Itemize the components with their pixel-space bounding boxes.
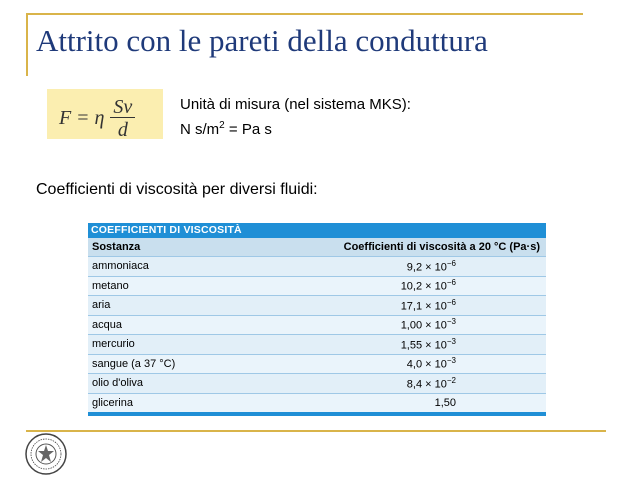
top-decorative-rule xyxy=(26,13,583,15)
coefficient-exponent: −3 xyxy=(446,356,456,366)
cell-substance: aria xyxy=(92,299,111,312)
cell-coefficient xyxy=(401,317,456,332)
coefficient-mantissa: 10,2 × 10 xyxy=(400,281,447,294)
coefficient-mantissa: 8,4 × 10 xyxy=(406,378,447,391)
cell-substance: mercurio xyxy=(92,338,135,351)
coefficient-mantissa: 1,55 × 10 xyxy=(400,339,447,352)
cell-coefficient xyxy=(401,337,456,352)
table-row xyxy=(88,295,546,315)
coefficient-exponent: −6 xyxy=(446,278,456,288)
coefficient-exponent: −6 xyxy=(446,297,456,307)
university-seal-icon xyxy=(20,432,72,476)
formula-equals: = xyxy=(77,107,89,129)
coefficient-mantissa: 9,2 × 10 xyxy=(406,261,447,274)
slide-title: Attrito con le pareti della conduttura xyxy=(36,23,488,58)
cell-coefficient xyxy=(407,376,456,391)
formula-denominator: d xyxy=(117,119,128,141)
formula-box xyxy=(47,89,163,139)
header-coefficient: Coefficienti di viscosità a 20 °C (Pa·s) xyxy=(343,241,540,253)
cell-coefficient xyxy=(401,278,456,293)
units-value xyxy=(180,120,272,138)
cell-substance: olio d'oliva xyxy=(92,377,144,390)
units-value-prefix: N s/m xyxy=(180,121,220,138)
table-row xyxy=(88,354,546,374)
cell-substance: acqua xyxy=(92,318,122,331)
coefficient-exponent: −6 xyxy=(446,258,456,268)
left-decorative-rule xyxy=(26,13,28,76)
units-value-exponent: 2 xyxy=(219,120,225,131)
units-value-suffix: = Pa s xyxy=(224,121,272,138)
table-row xyxy=(88,334,546,354)
viscosity-table xyxy=(88,223,546,416)
table-row xyxy=(88,276,546,296)
table-bottom-border xyxy=(88,412,546,416)
cell-coefficient xyxy=(407,356,456,371)
table-band-title: COEFFICIENTI DI VISCOSITÀ xyxy=(88,223,546,238)
table-row xyxy=(88,373,546,393)
formula-fraction xyxy=(110,97,135,140)
coefficient-exponent: −3 xyxy=(446,336,456,346)
coefficient-mantissa: 1,00 × 10 xyxy=(400,320,447,333)
table-row xyxy=(88,256,546,276)
cell-coefficient xyxy=(401,298,456,313)
formula-eta: η xyxy=(94,107,105,129)
cell-coefficient xyxy=(407,259,456,274)
table-body xyxy=(88,256,546,412)
units-label: Unità di misura (nel sistema MKS): xyxy=(180,96,411,113)
coefficient-exponent: −3 xyxy=(446,317,456,327)
formula-numerator: Sv xyxy=(110,97,135,118)
cell-substance: sangue (a 37 °C) xyxy=(92,357,176,370)
coefficient-mantissa: 4,0 × 10 xyxy=(406,359,447,372)
table-row xyxy=(88,393,546,413)
cell-substance: ammoniaca xyxy=(92,260,149,273)
bottom-decorative-rule xyxy=(26,430,606,432)
cell-substance: glicerina xyxy=(92,396,133,409)
table-row xyxy=(88,315,546,335)
table-intro-text: Coefficienti di viscosità per diversi fluidi: xyxy=(36,181,318,198)
coefficient-exponent: −2 xyxy=(446,375,456,385)
table-header-row xyxy=(88,238,546,256)
formula-lhs: F xyxy=(59,107,72,129)
cell-substance: metano xyxy=(92,279,129,292)
coefficient-mantissa: 17,1 × 10 xyxy=(400,300,447,313)
viscosity-formula xyxy=(59,97,135,140)
header-substance: Sostanza xyxy=(92,241,141,253)
cell-coefficient xyxy=(435,397,456,409)
coefficient-mantissa: 1,50 xyxy=(434,396,456,409)
